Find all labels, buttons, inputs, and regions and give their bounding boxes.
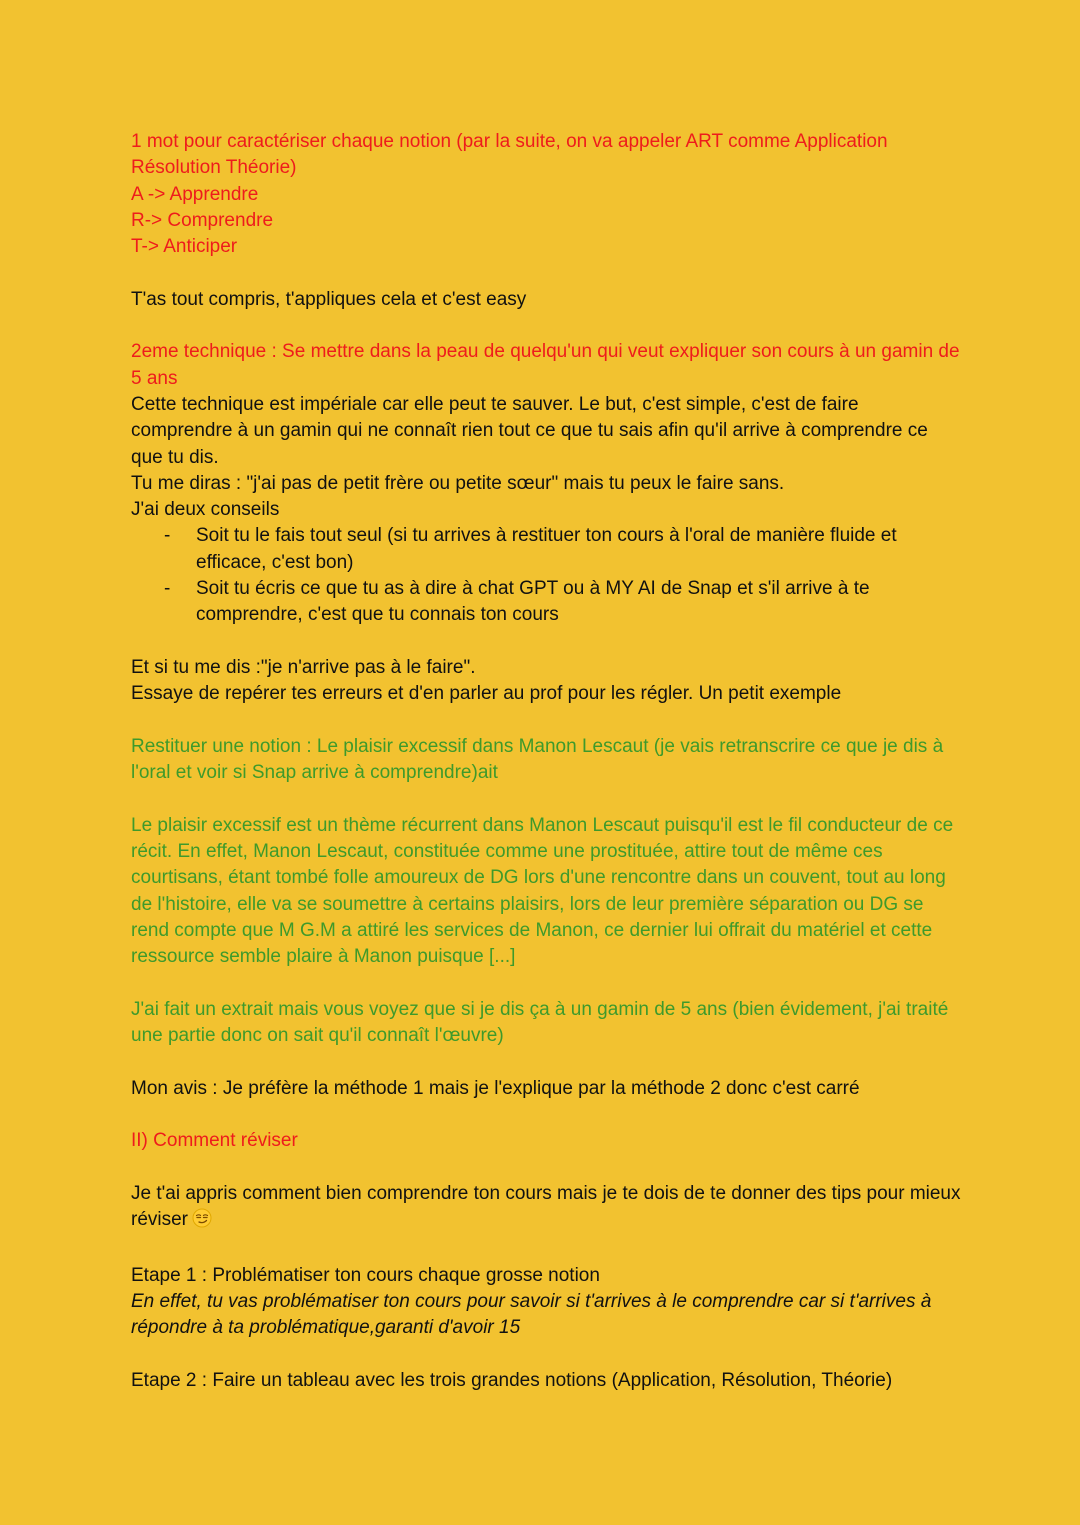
echec-line-1: Et si tu me dis :"je n'arrive pas à le faire".	[131, 656, 476, 678]
art-item-t: T-> Anticiper	[131, 236, 238, 258]
art-item-a: A -> Apprendre	[131, 183, 259, 205]
technique2-objection: Tu me diras : "j'ai pas de petit frère ou petite sœur" mais tu peux le faire sans.	[131, 472, 785, 494]
art-intro: 1 mot pour caractériser chaque notion (par la suite, on va appeler ART comme Application Résolution Théorie)	[131, 131, 888, 179]
smirk-emoji-icon	[192, 1208, 212, 1236]
spacer	[131, 1049, 961, 1075]
section2-intro-paragraph	[131, 1181, 961, 1237]
etape2-title: Etape 2 : Faire un tableau avec les trois grandes notions (Application, Résolution, Théorie)	[131, 1369, 893, 1391]
etape1-body: En effet, tu vas problématiser ton cours pour savoir si t'arrives à le comprendre car si t'arrives à répondre à ta problématique,garanti d'avoir 15	[131, 1291, 932, 1339]
spacer	[131, 971, 961, 997]
conseil-item: - Soit tu écris ce que tu as à dire à chat GPT ou à MY AI de Snap et s'il arrive à te comprendre, c'est que tu connais ton cours	[196, 576, 961, 629]
section2-heading: II) Comment réviser	[131, 1130, 298, 1152]
avis-line: Mon avis : Je préfère la méthode 1 mais je l'explique par la méthode 2 donc c'est carré	[131, 1077, 860, 1099]
conseils-list	[131, 523, 961, 628]
spacer	[131, 1155, 961, 1181]
easy-line: T'as tout compris, t'appliques cela et c'est easy	[131, 288, 527, 310]
technique2-heading: 2eme technique : Se mettre dans la peau de quelqu'un qui veut expliquer son cours à un gamin de 5 ans	[131, 341, 960, 389]
spacer	[131, 629, 961, 655]
spacer	[131, 1342, 961, 1368]
spacer	[131, 708, 961, 734]
echec-line-2: Essaye de repérer tes erreurs et d'en parler au prof pour les régler. Un petit exemple	[131, 683, 842, 705]
conseils-title: J'ai deux conseils	[131, 499, 280, 521]
spacer	[131, 1102, 961, 1128]
spacer	[131, 786, 961, 812]
conseil-item: - Soit tu le fais tout seul (si tu arrives à restituer ton cours à l'oral de manière fluide et efficace, c'est bon)	[196, 523, 961, 576]
exemple-body: Le plaisir excessif est un thème récurrent dans Manon Lescaut puisqu'il est le fil conducteur de ce récit. En effet, Manon Lescaut, constituée comme une prostituée, attire tout de même ces courtisans, étant tombé folle amoureux de DG lors d'une rencontre dans un couvent, tout au long de l'histoire, elle va se soumettre à certains plaisirs, lors de leur première séparation ou DG se rend compte que M G.M a attiré les services de Manon, ce dernier lui offrait du matériel et cette ressource semble plaire à Manon puisque [...]	[131, 814, 954, 968]
document-content	[131, 129, 961, 1394]
spacer	[131, 313, 961, 339]
section2-intro: Je t'ai appris comment bien comprendre ton cours mais je te dois de te donner des tips pour mieux réviser	[131, 1182, 961, 1231]
spacer	[131, 260, 961, 286]
technique2-intro: Cette technique est impériale car elle peut te sauver. Le but, c'est simple, c'est de faire comprendre à un gamin qui ne connaît rien tout ce que tu sais afin qu'il arrive à comprendre ce que tu dis.	[131, 393, 928, 468]
exemple-note: J'ai fait un extrait mais vous voyez que si je dis ça à un gamin de 5 ans (bien évidement, j'ai traité une partie donc on sait qu'il connaît l'œuvre)	[131, 998, 949, 1047]
exemple-title: Restituer une notion : Le plaisir excessif dans Manon Lescaut (je vais retranscrire ce que je dis à l'oral et voir si Snap arrive à comprendre)ait	[131, 735, 944, 784]
etape1-title: Etape 1 : Problématiser ton cours chaque grosse notion	[131, 1264, 600, 1286]
art-item-r: R-> Comprendre	[131, 209, 274, 231]
spacer	[131, 1236, 961, 1262]
